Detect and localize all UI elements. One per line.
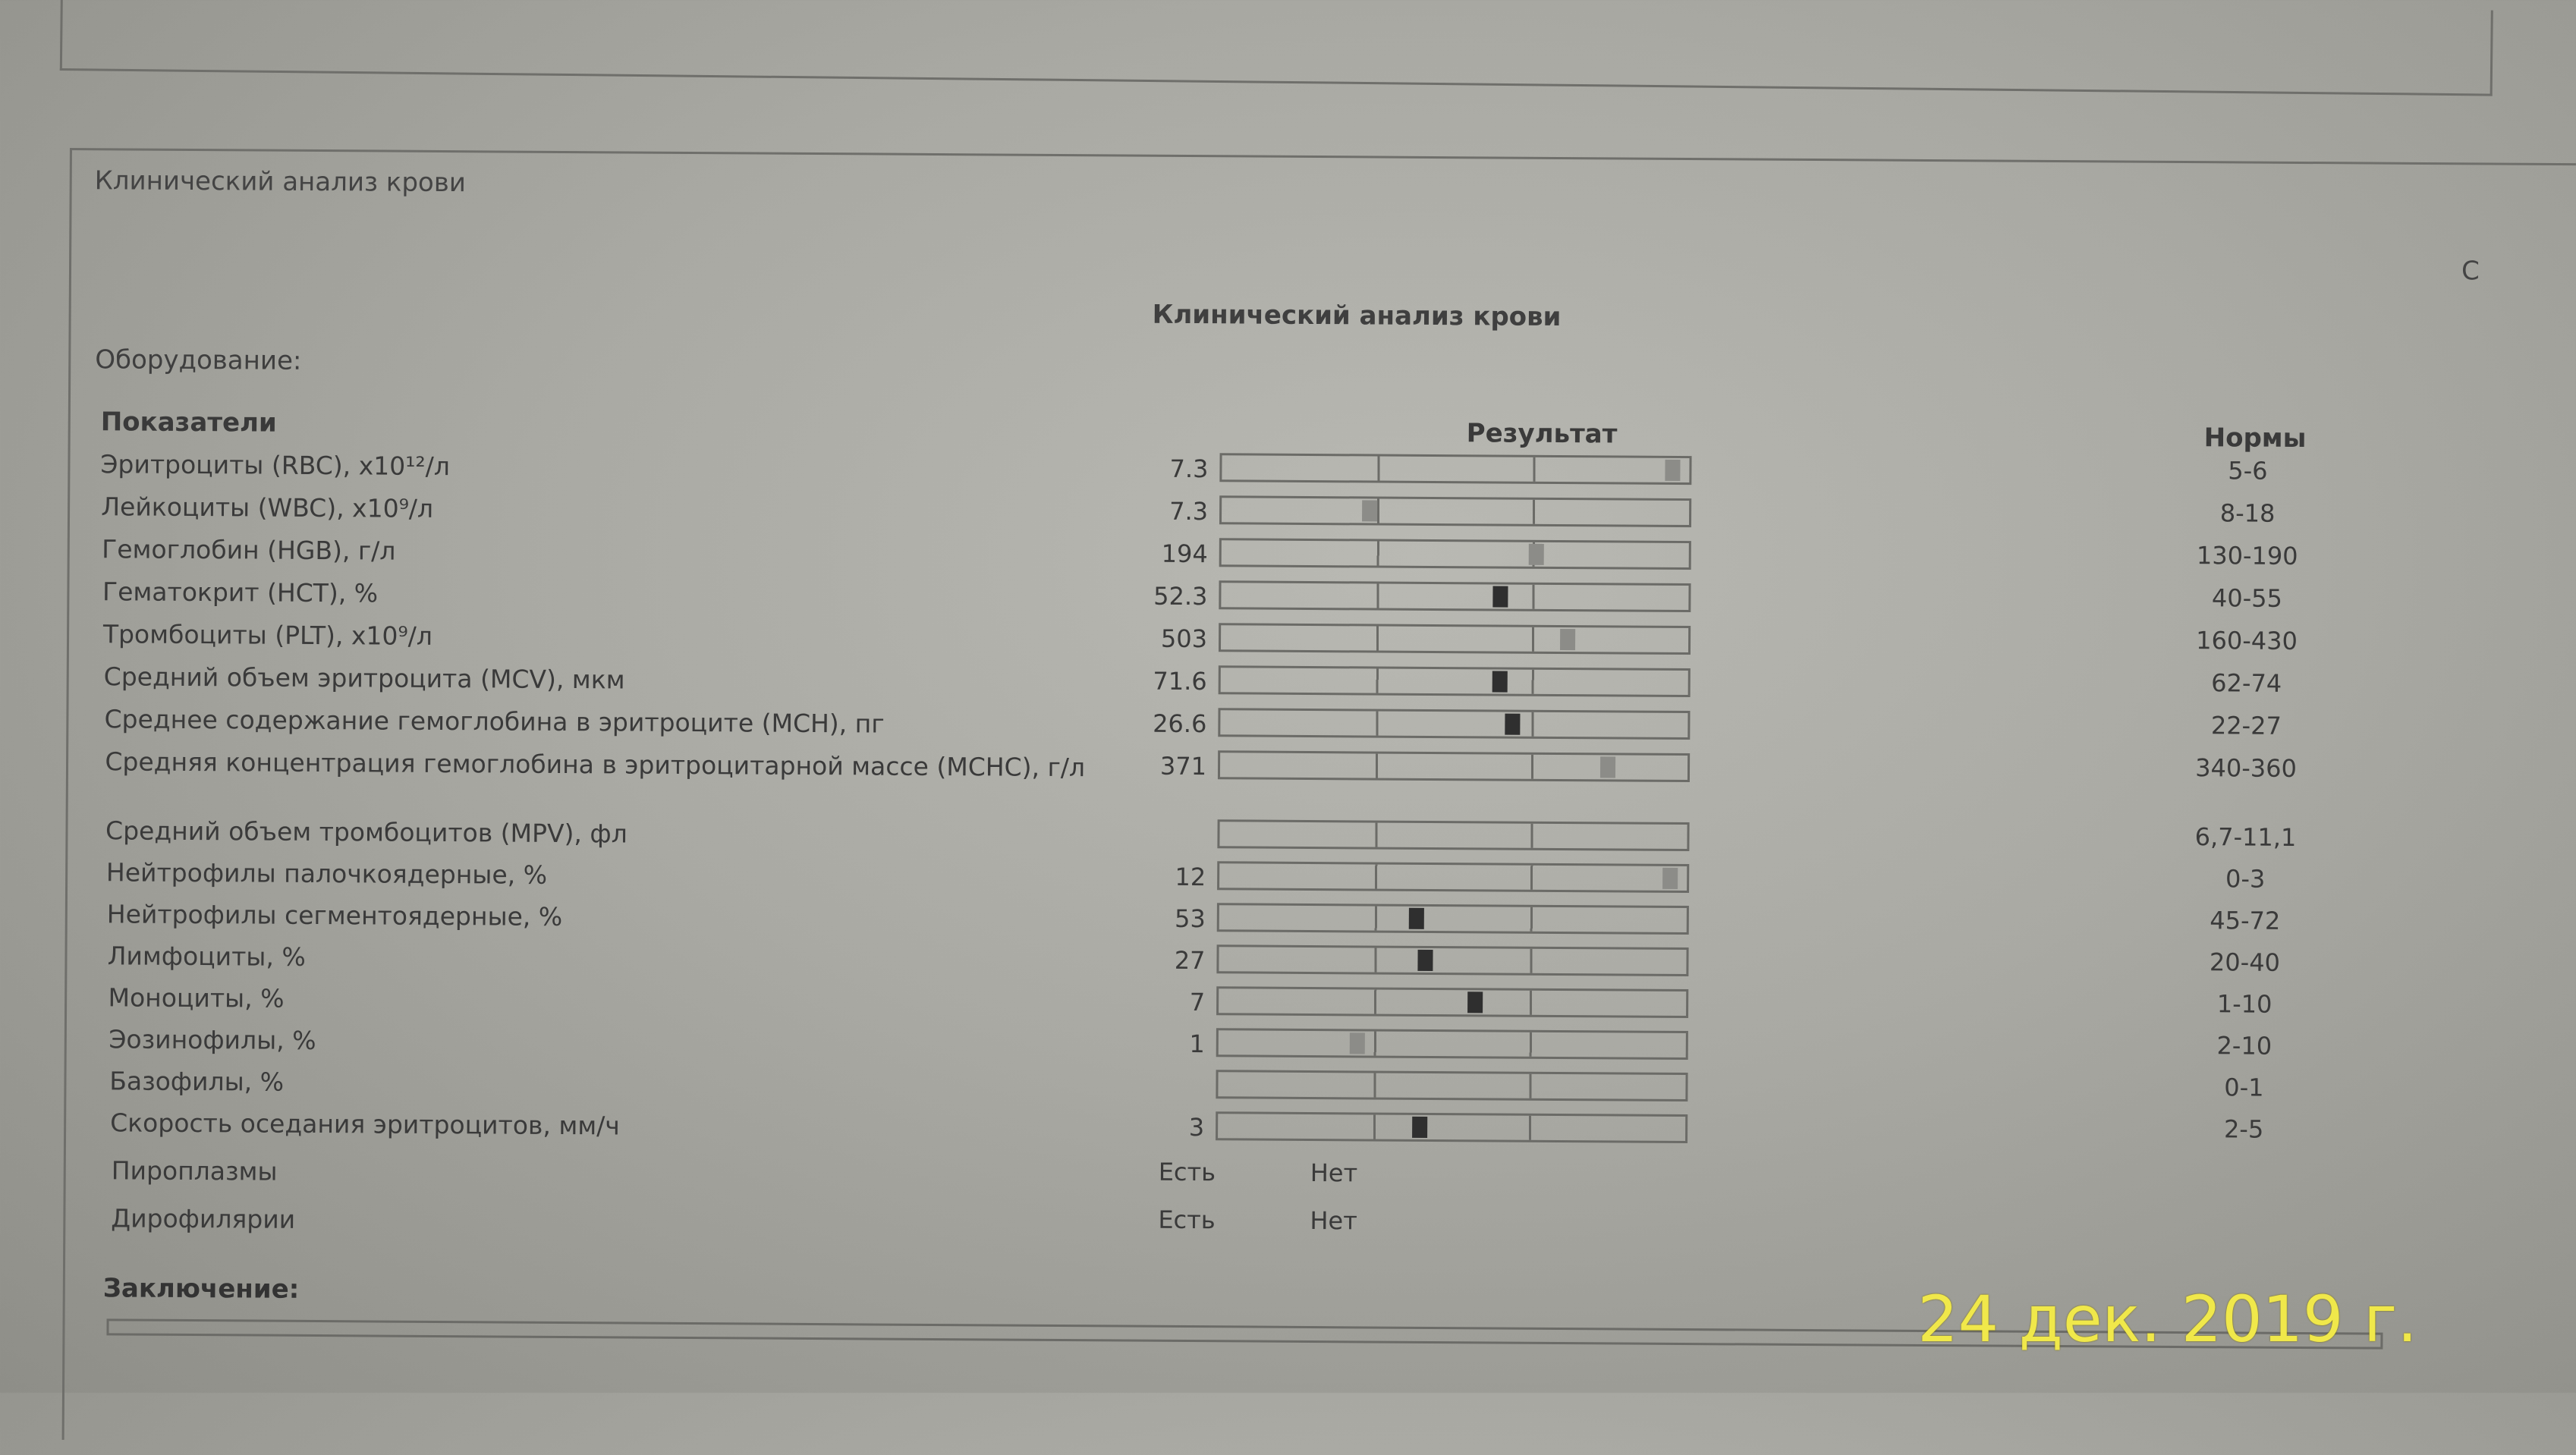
result-marker: [1467, 991, 1483, 1013]
result-marker: [1600, 756, 1615, 778]
row-value: 7.3: [1169, 454, 1209, 484]
row-label: Моноциты, %: [108, 982, 285, 1013]
result-scale-bar: [1216, 944, 1688, 976]
choice-no: Нет: [1310, 1158, 1358, 1188]
result-scale-bar: [1218, 708, 1690, 740]
result-scale-bar: [1217, 861, 1689, 893]
result-marker: [1505, 714, 1520, 735]
row-norm: 8-18: [2219, 498, 2276, 528]
row-label: Лимфоциты, %: [107, 941, 306, 972]
result-scale-bar: [1219, 495, 1691, 527]
photo-datestamp: 24 дек. 2019 г.: [1917, 1282, 2417, 1356]
row-norm: 62-74: [2211, 668, 2282, 698]
right-edge-fragment: С: [2461, 256, 2480, 287]
result-marker: [1409, 908, 1424, 929]
row-label: Среднее содержание гемоглобина в эритроците (MCH), пг: [104, 704, 885, 739]
result-marker: [1665, 460, 1680, 481]
result-scale-bar: [1219, 665, 1691, 697]
column-header-indicators: Показатели: [100, 407, 277, 438]
row-norm: 45-72: [2210, 906, 2281, 935]
result-marker: [1362, 500, 1377, 521]
result-marker: [1350, 1032, 1365, 1054]
row-label: Гемоглобин (HGB), г/л: [102, 534, 396, 566]
row-label: Нейтрофилы палочкоядерные, %: [105, 857, 548, 890]
row-norm: 2-10: [2216, 1031, 2272, 1061]
result-marker: [1417, 950, 1433, 971]
row-label: Тромбоциты (PLT), x10⁹/л: [102, 619, 432, 651]
result-scale-bar: [1216, 986, 1688, 1018]
section-header-title: Клинический анализ крови: [94, 165, 467, 199]
row-value: 503: [1160, 624, 1208, 654]
row-norm: 340-360: [2195, 753, 2298, 783]
row-value: 27: [1174, 945, 1206, 976]
qualitative-label: Дирофилярии: [111, 1203, 296, 1234]
conclusion-label: Заключение:: [102, 1273, 300, 1305]
column-header-result: Результат: [1466, 418, 1618, 450]
row-norm: 6,7-11,1: [2194, 822, 2297, 852]
equipment-label: Оборудование:: [95, 344, 302, 376]
result-scale-bar: [1219, 453, 1691, 485]
result-marker: [1492, 586, 1508, 607]
row-norm: 2-5: [2223, 1114, 2264, 1144]
choice-yes: Есть: [1158, 1205, 1216, 1235]
row-norm: 5-6: [2228, 456, 2268, 486]
row-norm: 130-190: [2196, 541, 2298, 570]
row-label: Эозинофилы, %: [109, 1024, 316, 1056]
previous-section-box: [60, 0, 2493, 96]
choice-no: Нет: [1310, 1206, 1357, 1236]
row-value: [1121, 1070, 1205, 1071]
row-label: Скорость оседания эритроцитов, мм/ч: [110, 1108, 620, 1141]
result-marker: [1529, 544, 1544, 565]
result-scale-bar: [1218, 750, 1690, 782]
row-label: Средний объем эритроцита (MCV), мкм: [103, 662, 625, 695]
result-scale-bar: [1216, 1111, 1687, 1143]
row-norm: 0-3: [2225, 864, 2266, 894]
row-norm: 0-1: [2224, 1073, 2264, 1102]
report-title: Клинический анализ крови: [1152, 299, 1562, 333]
result-scale-bar: [1216, 1028, 1688, 1060]
row-value: 53: [1174, 903, 1206, 934]
blood-test-report: [62, 148, 2576, 1455]
row-value: 12: [1175, 862, 1206, 892]
row-value: 3: [1188, 1113, 1205, 1142]
qualitative-label: Пироплазмы: [111, 1155, 278, 1186]
row-value: [1123, 820, 1206, 821]
row-value: 1: [1189, 1029, 1205, 1059]
row-value: 7.3: [1169, 496, 1209, 526]
row-value: 26.6: [1153, 709, 1207, 739]
row-value: 371: [1159, 751, 1207, 781]
row-label: Средний объем тромбоцитов (MPV), фл: [105, 815, 627, 849]
row-label: Нейтрофилы сегментоядерные, %: [106, 899, 563, 932]
row-label: Эритроциты (RBC), x10¹²/л: [100, 449, 450, 482]
row-label: Гематокрит (HCT), %: [102, 577, 379, 608]
result-scale-bar: [1217, 903, 1689, 935]
row-value: 52.3: [1153, 581, 1208, 611]
row-label: Лейкоциты (WBC), x10⁹/л: [101, 492, 434, 523]
row-norm: 160-430: [2196, 626, 2298, 655]
result-scale-bar: [1219, 538, 1691, 570]
row-norm: 20-40: [2209, 947, 2281, 977]
choice-yes: Есть: [1158, 1157, 1216, 1187]
row-norm: 40-55: [2211, 583, 2283, 613]
result-marker: [1662, 868, 1678, 889]
result-scale-bar: [1216, 1070, 1687, 1101]
result-scale-bar: [1219, 580, 1691, 612]
row-norm: 1-10: [2216, 989, 2272, 1019]
row-value: 7: [1189, 988, 1206, 1017]
result-marker: [1412, 1117, 1427, 1138]
result-marker: [1560, 629, 1575, 650]
result-scale-bar: [1219, 623, 1691, 655]
row-label: Средняя концентрация гемоглобина в эритроцитарной массе (MCHC), г/л: [105, 746, 1086, 783]
row-value: 71.6: [1153, 666, 1207, 696]
row-norm: 22-27: [2210, 711, 2282, 740]
result-marker: [1492, 671, 1508, 692]
result-scale-bar: [1217, 819, 1689, 851]
row-label: Базофилы, %: [109, 1066, 285, 1097]
row-value: 194: [1161, 539, 1208, 569]
column-header-norms: Нормы: [2203, 423, 2307, 454]
